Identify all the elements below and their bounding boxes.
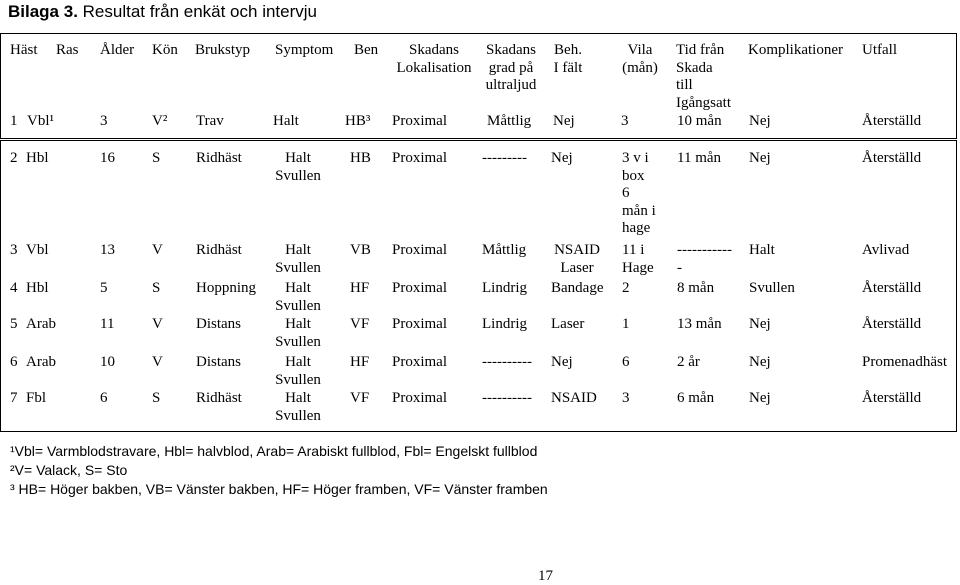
- row6-alder: 10: [100, 354, 115, 370]
- row2-vila: box: [622, 167, 645, 184]
- header-ras: Ras: [56, 42, 79, 58]
- row4-lokalisation: Proximal: [392, 280, 447, 296]
- row2-id: 2: [10, 150, 18, 166]
- row5-utfall: Återställd: [862, 316, 922, 332]
- row7-brukstyp: Ridhäst: [196, 390, 242, 406]
- row2-tid: 11 mån: [677, 150, 722, 166]
- row2-vila: mån i: [622, 202, 656, 219]
- header-utfall: Utfall: [862, 42, 897, 58]
- row7-beh: NSAID: [551, 390, 597, 406]
- row5-alder: 11: [100, 316, 115, 332]
- page-number: 17: [538, 568, 553, 584]
- row1-cell-4: Trav: [196, 113, 224, 129]
- row1-cell-7: Proximal: [392, 113, 447, 129]
- row3-beh: NSAID: [554, 242, 600, 258]
- row4-grad: Lindrig: [482, 280, 527, 296]
- row5-komplikationer: Nej: [749, 316, 771, 332]
- header-alder: Ålder: [100, 42, 135, 58]
- row4-vila: 2: [622, 280, 630, 296]
- row5-grad: Lindrig: [482, 316, 527, 332]
- row2-ras: Hbl: [26, 150, 49, 166]
- row2-beh: Nej: [551, 150, 573, 166]
- row3-lokalisation: Proximal: [392, 242, 447, 258]
- footnote-3: ³ HB= Höger bakben, VB= Vänster bakben, HF= Höger framben, VF= Vänster framben: [10, 481, 548, 497]
- row3-grad: Måttlig: [482, 242, 527, 258]
- row4-alder: 5: [100, 280, 108, 296]
- row6-tid: 2 år: [677, 354, 700, 370]
- row2-alder: 16: [100, 150, 115, 166]
- row3-symptom: Halt: [285, 242, 311, 258]
- row7-komplikationer: Nej: [749, 390, 771, 406]
- header-vila: Vila: [627, 42, 653, 58]
- row3-symptom: Svullen: [275, 259, 321, 276]
- header-tid-fran-skada: Igångsatt: [676, 94, 731, 111]
- row1-cell-11: 10 mån: [677, 113, 722, 129]
- row1-cell-9: Nej: [553, 113, 575, 129]
- footnote-2: ²V= Valack, S= Sto: [10, 462, 128, 478]
- row1-cell-2: 3: [100, 113, 108, 129]
- header-kon: Kön: [152, 42, 178, 58]
- row3-utfall: Avlivad: [862, 242, 910, 258]
- row6-utfall: Promenadhäst: [862, 354, 947, 370]
- row5-tid: 13 mån: [677, 316, 722, 332]
- row2-brukstyp: Ridhäst: [196, 150, 242, 166]
- header-skadans-grad: grad på: [488, 59, 534, 76]
- header-tid-fran-skada: till: [676, 77, 693, 93]
- row4-komplikationer: Svullen: [749, 280, 795, 296]
- row6-brukstyp: Distans: [196, 354, 241, 370]
- row1-cell-0: 1: [10, 113, 18, 129]
- row3-ben: VB: [350, 242, 371, 258]
- row1-cell-5: Halt: [273, 113, 299, 129]
- header-hast: Häst: [10, 42, 38, 58]
- row4-symptom: Svullen: [275, 297, 321, 314]
- row6-kon: V: [152, 354, 163, 370]
- row5-ras: Arab: [26, 316, 56, 332]
- results-table: [0, 140, 957, 432]
- row3-id: 3: [10, 242, 18, 258]
- title-text: Resultat från enkät och intervju: [77, 2, 317, 21]
- row2-vila: hage: [622, 220, 651, 236]
- header-tid-fran-skada: Tid från: [676, 42, 725, 58]
- row7-lokalisation: Proximal: [392, 390, 447, 406]
- row7-vila: 3: [622, 390, 630, 406]
- header-symptom: Symptom: [275, 42, 334, 58]
- row1-cell-12: Nej: [749, 113, 771, 129]
- header-beh: Beh.: [554, 42, 582, 58]
- row2-ben: HB: [350, 150, 371, 166]
- row4-ben: HF: [350, 280, 370, 296]
- row1-cell-3: V²: [152, 113, 168, 129]
- header-skadans-grad: ultraljud: [485, 77, 537, 93]
- row7-utfall: Återställd: [862, 390, 922, 406]
- row6-vila: 6: [622, 354, 630, 370]
- row2-grad: ---------: [482, 150, 527, 166]
- row6-ben: HF: [350, 354, 370, 370]
- row1-cell-1: Vbl¹: [27, 113, 54, 129]
- row7-symptom: Svullen: [275, 407, 321, 424]
- row2-vila: 6: [622, 185, 630, 201]
- row7-alder: 6: [100, 390, 108, 406]
- row7-ben: VF: [350, 390, 370, 406]
- row4-tid: 8 mån: [677, 280, 715, 296]
- footnote-1: ¹Vbl= Varmblodstravare, Hbl= halvblod, Arab= Arabiskt fullblod, Fbl= Engelskt fullblod: [10, 443, 538, 459]
- header-skadans-lokalisation: Lokalisation: [396, 59, 472, 76]
- row1-cell-6: HB³: [345, 113, 371, 129]
- row6-id: 6: [10, 354, 18, 370]
- row2-lokalisation: Proximal: [392, 150, 447, 166]
- header-ben: Ben: [354, 42, 379, 58]
- row7-kon: S: [152, 390, 161, 406]
- row6-ras: Arab: [26, 354, 56, 370]
- row6-lokalisation: Proximal: [392, 354, 447, 370]
- row6-symptom: Svullen: [275, 371, 321, 388]
- row2-utfall: Återställd: [862, 150, 922, 166]
- header-skadans-lokalisation: Skadans: [409, 42, 459, 58]
- row3-tid: -----------: [677, 242, 732, 258]
- page-title: [8, 2, 317, 22]
- header-beh: I fält: [553, 59, 583, 76]
- title-label: Bilaga 3.: [8, 2, 78, 21]
- row5-beh: Laser: [551, 316, 585, 332]
- row5-ben: VF: [350, 316, 370, 332]
- row1-cell-8: Måttlig: [487, 113, 532, 129]
- row2-vila: 3 v i: [622, 150, 649, 166]
- row5-id: 5: [10, 316, 18, 332]
- row6-symptom: Halt: [285, 354, 311, 370]
- row5-symptom: Svullen: [275, 333, 321, 350]
- row3-vila: Hage: [622, 259, 654, 276]
- row3-beh: Laser: [560, 259, 594, 276]
- row6-komplikationer: Nej: [749, 354, 771, 370]
- row5-kon: V: [152, 316, 163, 332]
- row2-komplikationer: Nej: [749, 150, 771, 166]
- row5-lokalisation: Proximal: [392, 316, 447, 332]
- row7-symptom: Halt: [285, 390, 311, 406]
- row2-symptom: Svullen: [275, 167, 321, 184]
- row2-symptom: Halt: [285, 150, 311, 166]
- row5-vila: 1: [622, 316, 630, 332]
- row4-utfall: Återställd: [862, 280, 922, 296]
- row3-brukstyp: Ridhäst: [196, 242, 242, 258]
- row3-komplikationer: Halt: [749, 242, 775, 258]
- row4-beh: Bandage: [551, 280, 604, 296]
- header-skadans-grad: Skadans: [486, 42, 536, 58]
- row3-kon: V: [152, 242, 163, 258]
- row6-beh: Nej: [551, 354, 573, 370]
- row4-kon: S: [152, 280, 161, 296]
- header-brukstyp: Brukstyp: [195, 42, 251, 58]
- row1-cell-10: 3: [621, 113, 629, 129]
- row4-ras: Hbl: [26, 280, 49, 296]
- row6-grad: ----------: [482, 354, 532, 370]
- header-tid-fran-skada: Skada: [676, 59, 713, 76]
- row4-id: 4: [10, 280, 18, 296]
- row3-ras: Vbl: [26, 242, 49, 258]
- row7-ras: Fbl: [26, 390, 47, 406]
- row3-alder: 13: [100, 242, 115, 258]
- row5-brukstyp: Distans: [196, 316, 241, 332]
- row3-vila: 11 i: [622, 242, 645, 258]
- header-komplikationer: Komplikationer: [748, 42, 843, 58]
- row1-cell-13: Återställd: [862, 113, 922, 129]
- row5-symptom: Halt: [285, 316, 311, 332]
- row7-tid: 6 mån: [677, 390, 715, 406]
- row7-grad: ----------: [482, 390, 532, 406]
- row3-tid-cont: -: [677, 259, 682, 276]
- row7-id: 7: [10, 390, 18, 406]
- header-vila: (mån): [622, 59, 658, 76]
- row4-brukstyp: Hoppning: [196, 280, 256, 296]
- row2-kon: S: [152, 150, 161, 166]
- row4-symptom: Halt: [285, 280, 311, 296]
